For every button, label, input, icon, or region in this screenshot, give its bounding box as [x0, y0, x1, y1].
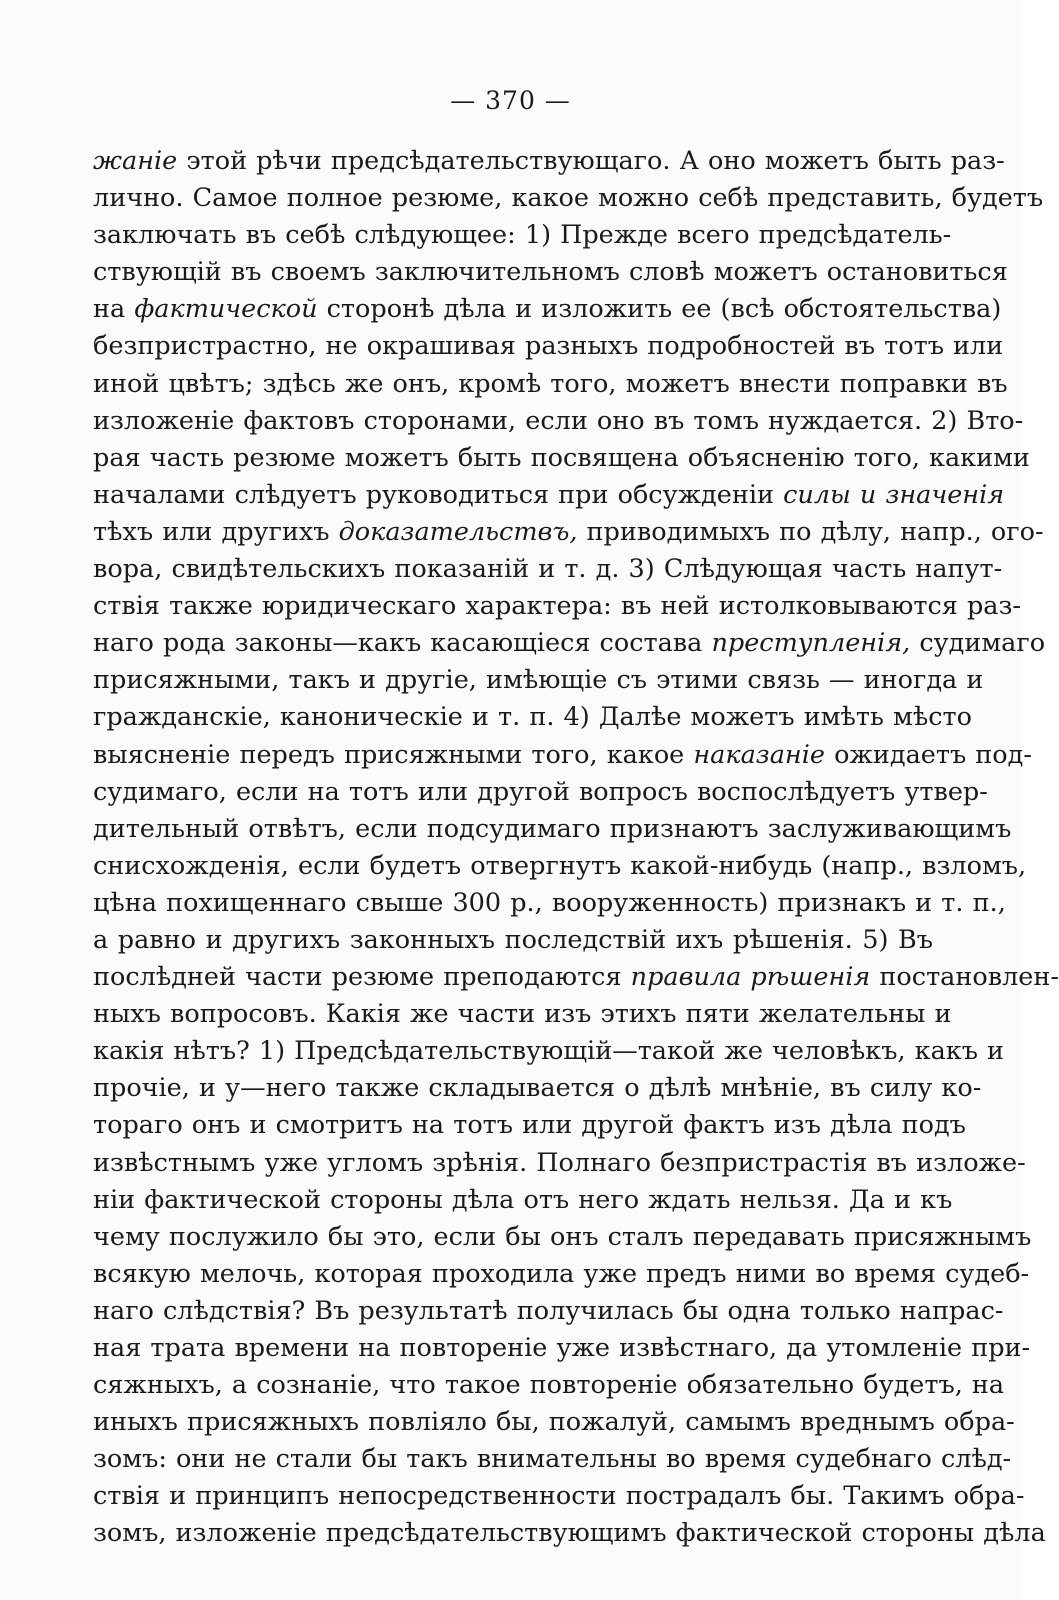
text-line	[93, 662, 984, 699]
text-line	[93, 848, 1027, 885]
text-run: тѣхъ или другихъ	[93, 516, 339, 547]
text-run: ніи фактической стороны дѣла отъ него ждать нельзя. Да и къ	[93, 1184, 953, 1215]
italic-emphasis: правила рѣшенія	[630, 962, 871, 993]
italic-emphasis: доказательствъ,	[338, 516, 578, 547]
text-line	[93, 143, 1005, 180]
italic-emphasis: преступленія,	[711, 628, 911, 659]
text-run: судимаго	[910, 628, 1046, 659]
text-run: гражданскіе, каноническіе и т. п. 4) Далѣе можетъ имѣть мѣсто	[93, 702, 972, 733]
text-run: послѣдней части резюме преподаются	[93, 962, 631, 993]
text-run: заключать въ себѣ слѣдующее: 1) Прежде всего предсѣдатель-	[93, 220, 952, 251]
text-run: наго рода законы—какъ касающіеся состава	[93, 628, 712, 659]
text-run: вора, свидѣтельскихъ показаній и т. д. 3) Слѣдующая часть напут-	[93, 554, 1003, 585]
text-line	[93, 1033, 1005, 1070]
text-line	[93, 291, 1002, 328]
text-run: зомъ, изложеніе предсѣдательствующимъ фактической стороны дѣла	[93, 1518, 1046, 1549]
text-line	[93, 774, 988, 811]
italic-emphasis: наказаніе	[693, 739, 825, 770]
text-line	[93, 1515, 1046, 1552]
text-line	[93, 180, 1044, 217]
text-line	[93, 959, 1059, 996]
text-run: ныхъ вопросовъ. Какія же части изъ этихъ пяти желательны и	[93, 999, 952, 1030]
text-line	[93, 1404, 1015, 1441]
text-line	[93, 440, 1030, 477]
text-run: безпристрастно, не окрашивая разныхъ подробностей въ тотъ или	[93, 331, 1004, 362]
text-run: зомъ: они не стали бы такъ внимательны во время судебнаго слѣд-	[93, 1444, 1012, 1475]
text-run: на	[93, 294, 135, 325]
text-run: рая часть резюме можетъ быть посвящена объясненію того, какими	[93, 442, 1030, 473]
text-run: иной цвѣтъ; здѣсь же онъ, кромѣ того, можетъ внести поправки въ	[93, 368, 1008, 399]
text-run: ожидаетъ под-	[824, 739, 1032, 770]
text-line	[93, 477, 1005, 514]
text-line	[93, 699, 972, 736]
text-line	[93, 1441, 1012, 1478]
text-run: прочіе, и у—него также складывается о дѣлѣ мнѣніе, въ силу ко-	[93, 1073, 982, 1104]
text-line	[93, 1070, 982, 1107]
text-run: снисхожденія, если будетъ отвергнутъ какой-нибудь (напр., взломъ,	[93, 850, 1027, 881]
text-line	[93, 625, 1046, 662]
text-line	[93, 1330, 1031, 1367]
text-line	[93, 1367, 1005, 1404]
text-line	[93, 551, 1003, 588]
text-run: чему послужило бы это, если бы онъ сталъ передавать присяжнымъ	[93, 1221, 1032, 1252]
text-run: иныхъ присяжныхъ повліяло бы, пожалуй, самымъ вреднымъ обра-	[93, 1407, 1015, 1438]
italic-emphasis: жаніе	[93, 146, 178, 176]
text-line	[93, 403, 1024, 440]
text-line	[93, 1293, 1004, 1330]
text-run: тораго онъ и смотритъ на тотъ или другой фактъ изъ дѣла подъ	[93, 1110, 966, 1141]
text-line	[93, 1219, 1032, 1256]
text-run: присяжными, такъ и другіе, имѣющіе съ этими связь — иногда и	[93, 665, 984, 696]
text-line	[93, 1107, 966, 1144]
italic-emphasis: силы и значенія	[783, 479, 1005, 510]
text-run: ствующій въ своемъ заключительномъ словѣ можетъ остановиться	[93, 257, 1008, 288]
text-run: постановлен-	[870, 962, 1059, 993]
text-run: приводимыхъ по дѣлу, напр., ого-	[577, 516, 1044, 547]
text-line	[93, 1256, 1030, 1293]
text-run: а равно и другихъ законныхъ последствій ихъ рѣшенія. 5) Въ	[93, 924, 933, 955]
text-line	[93, 328, 1004, 365]
text-line	[93, 885, 1006, 922]
text-run: всякую мелочь, которая проходила уже предъ ними во время судеб-	[93, 1258, 1030, 1289]
text-line	[93, 366, 1008, 403]
page-number: — 370 —	[450, 86, 571, 115]
text-run: ствія также юридическаго характера: въ ней истолковываются раз-	[93, 591, 1022, 622]
text-line	[93, 811, 1012, 848]
text-run: этой рѣчи предсѣдательствующаго. А оно можетъ быть раз-	[177, 146, 1005, 176]
text-run: цѣна похищеннаго свыше 300 р., вооруженность) признакъ и т. п.,	[93, 887, 1006, 918]
text-line	[93, 1182, 953, 1219]
text-line	[93, 217, 952, 254]
italic-emphasis: фактической	[134, 294, 318, 325]
text-run: изложеніе фактовъ сторонами, если оно въ томъ нуждается. 2) Вто-	[93, 405, 1024, 436]
text-run: извѣстнымъ уже угломъ зрѣнія. Полнаго безпристрастія въ изложе-	[93, 1147, 1026, 1178]
text-run: сяжныхъ, а сознаніе, что такое повтореніе обязательно будетъ, на	[93, 1370, 1005, 1401]
text-run: сторонѣ дѣла и изложить ее (всѣ обстоятельства)	[317, 294, 1002, 325]
text-line	[93, 1145, 1026, 1182]
body-text	[93, 143, 1059, 1553]
text-line	[93, 254, 1008, 291]
text-run: выясненіе передъ присяжными того, какое	[93, 739, 694, 770]
text-run: дительный отвѣтъ, если подсудимаго признаютъ заслуживающимъ	[93, 813, 1012, 844]
text-run: ствія и принципъ непосредственности пострадалъ бы. Такимъ обра-	[93, 1481, 1025, 1512]
text-run: ная трата времени на повтореніе уже извѣстнаго, да утомленіе при-	[93, 1333, 1031, 1363]
text-run: судимаго, если на тотъ или другой вопросъ воспослѣдуетъ утвер-	[93, 776, 988, 807]
text-line	[93, 588, 1022, 625]
text-run: наго слѣдствія? Въ результатѣ получилась бы одна только напрас-	[93, 1295, 1004, 1326]
text-run: лично. Самое полное резюме, какое можно себѣ представить, будетъ	[93, 183, 1044, 214]
text-line	[93, 996, 952, 1033]
text-line	[93, 922, 933, 959]
text-run: какія нѣтъ? 1) Предсѣдательствующій—такой же человѣкъ, какъ и	[93, 1036, 1005, 1067]
text-line	[93, 1478, 1025, 1515]
text-run: началами слѣдуетъ руководиться при обсужденіи	[93, 479, 784, 510]
text-line	[93, 737, 1032, 774]
text-line	[93, 514, 1044, 551]
